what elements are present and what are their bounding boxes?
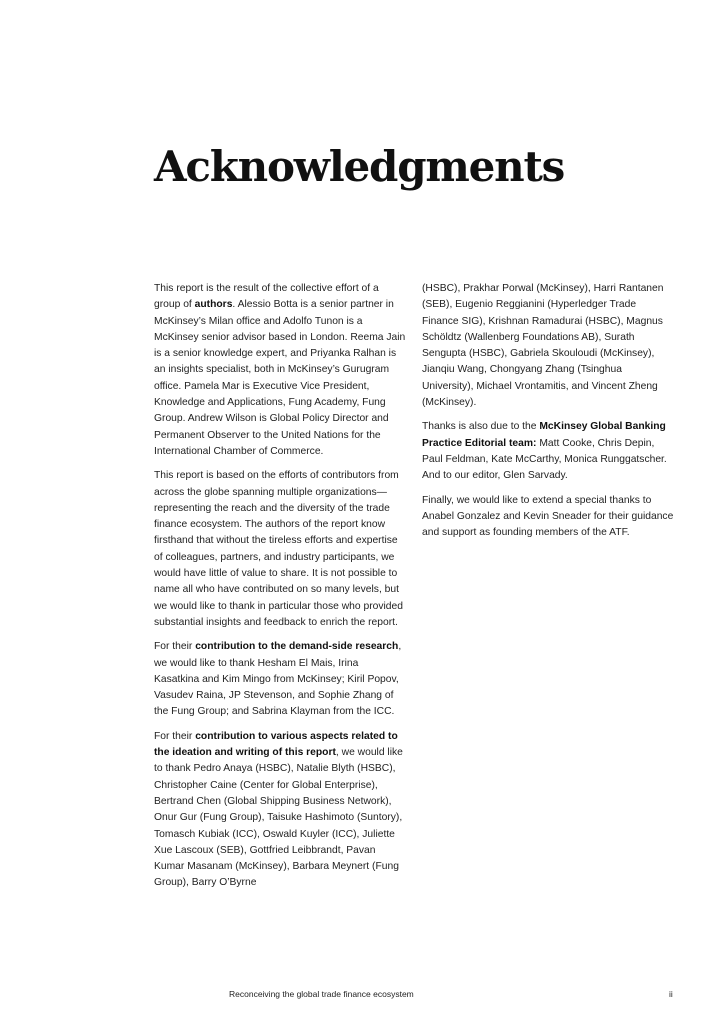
bold-phrase: McKinsey Global Banking Practice Editorial team: <box>422 421 666 449</box>
special-thanks-paragraph: Finally, we would like to extend a special thanks to Anabel Gonzalez and Kevin Sneader for their guidance and support as founding members of the ATF. <box>422 494 674 539</box>
demand-side-paragraph <box>154 639 406 720</box>
bold-phrase: contribution to various aspects related to the ideation and writing of this report <box>154 730 398 759</box>
bold-phrase: contribution to the demand-side research <box>195 641 399 653</box>
paragraph-text: Matt Cooke, Chris Depin, Paul Feldman, Kate McCarthy, Monica Runggatscher. And to our editor, Glen Sarvady. <box>422 437 667 482</box>
paragraph-text: This report is the result of the collective effort of a group of <box>154 283 379 311</box>
paragraph-text: . Alessio Botta is a senior partner in McKinsey’s Milan office and Adolfo Tunon is a McKinsey senior advisor based in London. Reema Jain is a senior knowledge expert, and Priyanka Ralhan is an insights specialist, both in McKinsey’s Gurugram office. Pamela Mar is Executive Vice President, Knowledge and Applications, Fung Academy, Fung Group. Andrew Wilson is Global Policy Director and Permanent Observer to the United Nations for the International Chamber of Commerce. <box>154 299 406 457</box>
right-column <box>422 281 674 549</box>
paragraph-text: Thanks is also due to the <box>422 421 540 433</box>
ideation-paragraph <box>154 729 406 892</box>
ideation-continued-paragraph: (HSBC), Prakhar Porwal (McKinsey), Harri Rantanen (SEB), Eugenio Reggianini (Hyperledger Trade Finance SIG), Krishnan Ramadurai (HSBC), Magnus Schöldtz (Wallenberg Foundations AB), Surath Sengupta (HSBC), Gabriela Skouloudi (McKinsey), Jianqiu Wang, Chongyang Zhang (Tsinghua University), Michael Vrontamitis, and Vincent Zheng (McKinsey). <box>422 283 664 409</box>
editorial-team-paragraph <box>422 419 674 484</box>
left-column <box>154 281 406 900</box>
paragraph-text: For their <box>154 641 196 653</box>
page-title: Acknowledgments <box>154 142 565 191</box>
contributors-paragraph: This report is based on the efforts of contributors from across the globe spanning multiple organizations—representing the reach and the diversity of the trade finance ecosystem. The authors of the report know firsthand that without the tireless efforts and expertise of colleagues, partners, and industry participants, we would have little of value to share. It is not possible to name all who have contributed on so many levels, but we would like to thank in particular those who provided substantial insights and feedback to enrich the report. <box>154 470 403 628</box>
paragraph-text: , we would like to thank Hesham El Mais, Irina Kasatkina and Kim Mingo from McKinsey; Kiril Popov, Vasudev Raina, JP Stevenson, and Sophie Zhang of the Fung Group; and Sabrina Klayman from the ICC. <box>154 641 402 718</box>
paragraph-text: For their <box>154 730 196 742</box>
page-number: ii <box>669 989 673 999</box>
authors-paragraph <box>154 281 406 460</box>
footer-title: Reconceiving the global trade finance ecosystem <box>229 989 414 999</box>
paragraph-text: , we would like to thank Pedro Anaya (HSBC), Natalie Blyth (HSBC), Christopher Caine (Center for Global Enterprise), Bertrand Chen (Global Shipping Business Network), Onur Gur (Fung Group), Taisuke Hashimoto (Suntory), Tomasch Kubiak (ICC), Oswald Kuyler (ICC), Juliette Xue Lascoux (SEB), Gottfried Leibbrandt, Pavan Kumar Masanam (McKinsey), Barbara Meynert (Fung Group), Barry O’Byrne <box>154 747 403 889</box>
bold-phrase: authors <box>194 299 233 311</box>
